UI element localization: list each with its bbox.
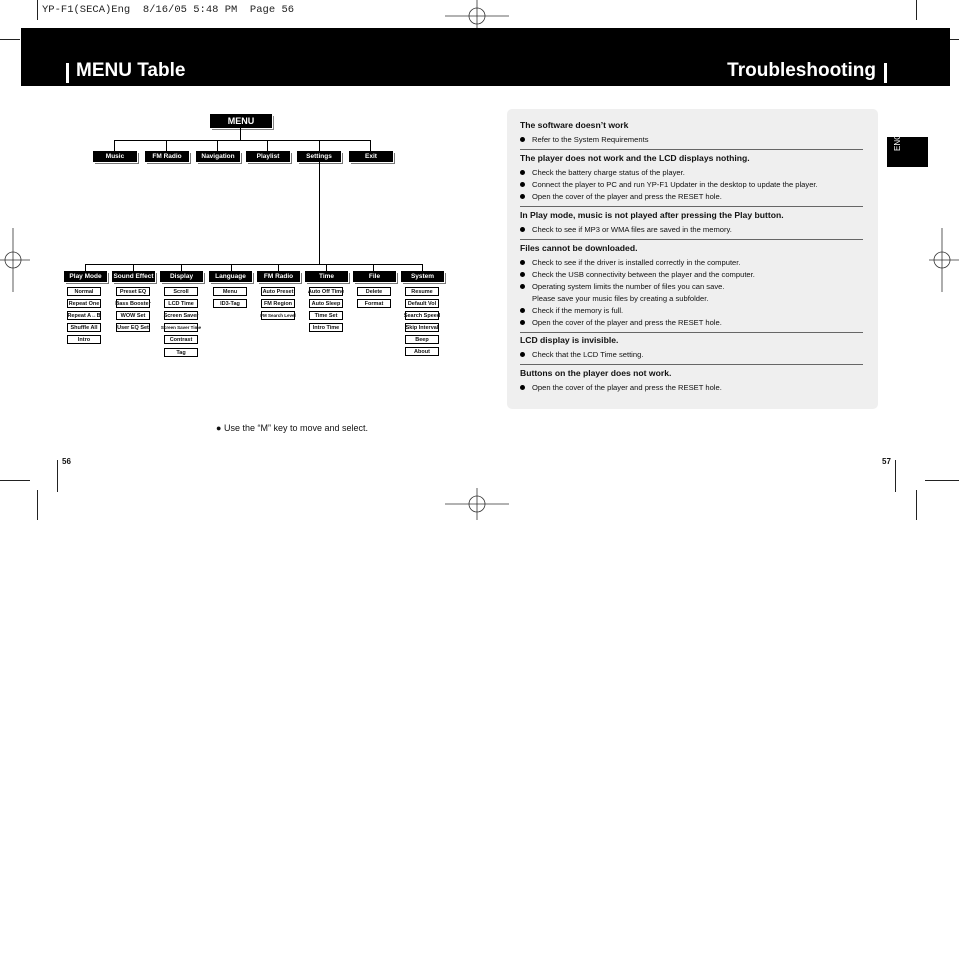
menu-item: Default Vol [405,299,439,308]
tree-connector [240,128,241,140]
registration-mark-icon [445,488,509,520]
title-bar-right [884,63,887,83]
menu-item: Intro Time [309,323,343,332]
settings-group-system: System [401,271,444,282]
menu-item: Normal [67,287,101,296]
page-number-left: 56 [62,457,71,466]
divider [520,239,863,240]
list-item [520,317,863,329]
bullet-icon: ● [216,423,222,433]
section-heading: LCD display is invisible. [520,335,619,345]
menu-item: Tag [164,348,198,357]
bullet-icon [520,385,525,390]
section-heading: The software doesn’t work [520,120,629,130]
menu-item: FM Region [261,299,295,308]
print-info: YP-F1(SECA)Eng 8/16/05 5:48 PM Page 56 [42,4,295,16]
list-item-text: Check to see if MP3 or WMA files are saved in the memory. [532,225,732,234]
divider [520,364,863,365]
menu-item: Screen Saver Time [160,325,202,330]
crop-mark [0,480,30,481]
menu-item: ID3-Tag [213,299,247,308]
list-item-text: Refer to the System Requirements [532,135,649,144]
top-menu-music: Music [93,151,137,162]
trouble-section [520,153,863,207]
list-item-text: Check the battery charge status of the player. [532,168,685,177]
top-menu-fm-radio: FM Radio [145,151,189,162]
menu-item: Auto Sleep [309,299,343,308]
list-item [520,382,863,394]
bullet-icon [520,194,525,199]
bullet-icon [520,227,525,232]
usage-note [216,423,368,433]
usage-note-text: Use the “M” key to move and select. [223,423,369,433]
menu-item: Delete [357,287,391,296]
bullet-icon [520,260,525,265]
top-menu-navigation: Navigation [196,151,240,162]
menu-item: Beep [405,335,439,344]
section-heading: Files cannot be downloaded. [520,243,638,253]
list-item-text: Please save your music files by creating a subfolder. [532,294,709,303]
list-item-text: Operating system limits the number of files you can save. [532,282,725,291]
menu-item: Repeat A↔B [67,312,101,319]
bullet-icon [520,308,525,313]
menu-item: Time Set [309,311,343,320]
trouble-section [520,335,863,365]
trouble-section [520,210,863,240]
bullet-icon [520,272,525,277]
menu-item: Format [357,299,391,308]
list-item [520,305,863,317]
list-item [520,349,863,361]
divider [520,149,863,150]
list-item-text: Open the cover of the player and press the RESET hole. [532,318,722,327]
crop-mark [925,480,959,481]
menu-item: Menu [213,287,247,296]
trouble-section [520,120,863,150]
top-menu-playlist: Playlist [246,151,290,162]
list-item [520,281,863,305]
menu-item: WOW Set [116,311,150,320]
section-heading: The player does not work and the LCD displays nothing. [520,153,750,163]
list-item-text: Check the USB connectivity between the player and the computer. [532,270,755,279]
language-tab-label: ENG [893,133,902,151]
list-item [520,269,863,281]
settings-group-play-mode: Play Mode [64,271,107,282]
divider [520,206,863,207]
tree-connector [114,140,370,141]
crop-mark [916,0,917,20]
settings-group-display: Display [160,271,203,282]
menu-item: Search Speed [403,312,441,319]
menu-root: MENU [210,114,272,128]
list-item-text: Check to see if the driver is installed correctly in the computer. [532,258,741,267]
bullet-icon [520,182,525,187]
menu-tree [0,0,480,480]
menu-item: Screen Saver [163,312,199,319]
menu-item: Intro [67,335,101,344]
top-menu-exit: Exit [349,151,393,162]
tree-connector [319,162,320,264]
menu-item: Repeat One [68,300,100,307]
list-item-text: Check if the memory is full. [532,306,624,315]
settings-group-fm-radio: FM Radio [257,271,300,282]
right-page-title: Troubleshooting [727,60,876,81]
list-item [520,224,863,236]
bullet-icon [520,284,525,289]
menu-item: Auto Off Time [307,288,345,295]
section-heading: Buttons on the player does not work. [520,368,672,378]
section-heading: In Play mode, music is not played after pressing the Play button. [520,210,784,220]
menu-item: Skip Interval [405,324,439,331]
menu-item: Auto Preset [262,288,294,295]
list-item [520,179,863,191]
list-item [520,167,863,179]
divider [520,332,863,333]
page-number-right: 57 [882,457,891,466]
settings-group-language: Language [209,271,252,282]
menu-item: FM Search Level [260,313,296,318]
list-item-text: Connect the player to PC and run YP-F1 Updater in the desktop to update the player. [532,180,818,189]
list-item-text: Open the cover of the player and press the RESET hole. [532,192,722,201]
menu-item: Shuffle All [67,323,101,332]
bullet-icon [520,170,525,175]
bullet-icon [520,320,525,325]
list-item [520,134,863,146]
page-edge-mark [895,460,896,492]
menu-item: Resume [405,287,439,296]
left-page-title: MENU Table [76,60,186,81]
language-tab [887,133,928,167]
crop-mark [37,490,38,520]
list-item [520,191,863,203]
bullet-icon [520,352,525,357]
top-menu-settings: Settings [297,151,341,162]
bullet-icon [520,137,525,142]
list-item [520,257,863,269]
trouble-section [520,368,863,394]
settings-group-sound-effect: Sound Effect [113,273,154,280]
registration-mark-icon [929,228,959,292]
menu-item: LCD Time [164,299,198,308]
menu-item: Contrast [164,335,198,344]
troubleshooting-panel [507,109,878,409]
menu-item: Scroll [164,287,198,296]
trouble-section [520,243,863,333]
crop-mark [916,490,917,520]
menu-item: About [405,347,439,356]
menu-item: User EQ Set [117,324,149,331]
settings-group-time: Time [305,271,348,282]
list-item-text: Open the cover of the player and press the RESET hole. [532,383,722,392]
menu-item: Preset EQ [116,287,150,296]
menu-item: Bass Booster [115,300,151,307]
list-item-text: Check that the LCD Time setting. [532,350,644,359]
settings-group-file: File [353,271,396,282]
